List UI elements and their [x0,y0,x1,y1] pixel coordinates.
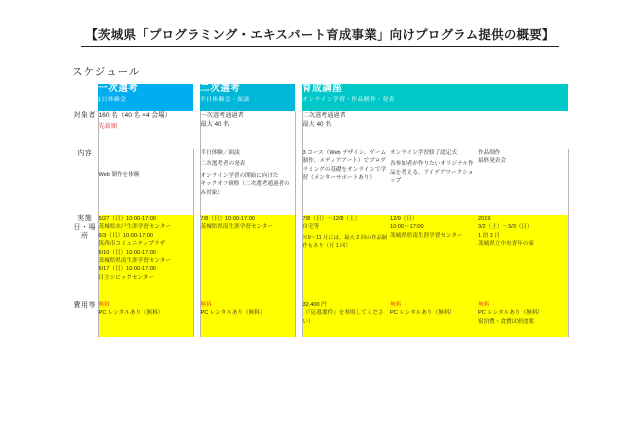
content-cell-3 [302,149,390,215]
content-text-2b: 二次選考者の発表 [200,161,246,168]
schedule-text-4c: 茨城県県南生涯学習センター [390,232,463,239]
fee-text-3: （『応募要件』を参照してください） [302,310,384,325]
fee-text-5b: 宿泊費・食費は別途要 [478,318,534,325]
phase-header-course [302,84,568,111]
fee-text-5a: PC レンタルあり（無料） [478,310,543,317]
content-text-4a: オンライン学習修了認定式 [390,150,457,156]
phase-title-secondary: 二次選考 [200,83,241,94]
schedule-text-4a: 12/9（日） [390,216,418,222]
content-text-5b: 最終発表会 [478,158,506,165]
fee-head-5: 無料 [478,302,490,308]
row-label-target: 対象者 [73,112,96,119]
table-header-row [72,84,568,111]
content-text-5a: 作品制作 [478,150,501,156]
phase-title-primary: 一次選考 [98,83,139,94]
phase-header-secondary [200,84,295,111]
schedule-text-2b: 茨城県県南生涯学習センター [200,224,273,231]
schedule-cell-4 [390,215,478,301]
fee-cell-1 [98,301,193,337]
gap-cell [193,111,200,149]
content-cell-5 [478,149,568,215]
content-cell-1 [98,149,193,215]
schedule-text-1g: 6/17（日）10:00-17:00 [98,266,157,273]
target-text-3b: 最大 40 名 [302,121,332,129]
fee-head-2: 無料 [200,302,212,308]
fee-cell-2 [200,301,295,337]
schedule-cell-2 [200,215,295,301]
content-cell-2 [200,149,295,215]
schedule-cell-1 [98,215,193,301]
schedule-text-1h: 日立シビックセンター [98,274,154,281]
phase-header-primary [98,84,193,111]
target-cell-3 [302,111,568,149]
target-cell-1 [98,111,193,149]
schedule-text-3c: ※9〜11 月には、最大 2 回の作品制作もあり（月 1 回） [302,234,388,249]
gap-cell [295,149,302,215]
header-gap-2 [295,84,302,111]
gap-cell [193,149,200,215]
schedule-text-1e: 6/10（日）10:00-17:00 [98,249,157,256]
row-label-schedule: 実施日・場所 [73,215,96,240]
content-text-2e: み対象） [200,189,223,196]
content-text-2c: オンライン学習の開始に向けた [200,172,279,179]
row-label-fee: 費用等 [73,302,96,309]
schedule-text-3a: 7/8（日）〜12/8（土） [302,216,361,222]
schedule-text-1b: 茨城県水戸生涯学習センター [98,224,171,231]
gap-cell [295,301,302,337]
fee-cell-3 [302,301,390,337]
section-label: スケジュール [72,66,141,78]
gap-cell [193,215,200,301]
table-row-target [72,111,568,149]
schedule-text-1c: 6/3（日）10:00-17:00 [98,232,153,239]
schedule-table [72,84,569,337]
content-text-4b: 各参加者が作りたいオリジナル作品を考える、アイデアワークショップ [390,161,474,185]
header-corner [72,84,98,111]
schedule-text-5c: 1 泊 2 日 [478,232,501,239]
schedule-text-5a: 2019 [478,216,491,222]
target-cell-2 [200,111,295,149]
schedule-text-1d: 筑西市コミュニティプラザ [98,241,166,248]
table-row-fee [72,301,568,337]
content-text-2d: キックオフ研修（二次選考通過者の [200,181,290,188]
schedule-text-1f: 茨城県県南生涯学習センター [98,257,171,264]
fee-head-4: 無料 [390,302,402,308]
phase-subtitle-primary: 1日体験会 [98,96,127,103]
fee-text-1: PC レンタルあり（無料） [98,310,164,317]
title-container [0,26,640,47]
target-text-3a: 二次選考通過者 [302,112,346,119]
gap-cell [193,301,200,337]
table-row-content [72,149,568,215]
schedule-text-2a: 7/8（日）10:00-17:00 [200,216,255,222]
page-title: 【茨城県「プログラミング・エキスパート育成事業」向けプログラム提供の概要】 [81,28,558,47]
phase-title-course: 育成講座 [302,83,343,94]
schedule-text-4b: 10:00〜17:00 [390,224,424,231]
target-count-1: 160 名（40 名 ×4 会場） [98,112,172,119]
table-row-schedule [72,215,568,301]
fee-text-2: PC レンタルあり（無料） [200,310,266,317]
row-label-content: 内容 [77,150,93,157]
phase-subtitle-course: オンライン学習・作品制作・発表 [302,96,395,103]
content-cell-4 [390,149,478,215]
fee-head-3: 32,400 円 [302,302,327,308]
schedule-cell-5 [478,215,568,301]
fee-head-1: 無料 [98,302,110,308]
target-text-2a: 一次選考通過者 [200,112,244,119]
content-text-3: 3 コース（Web デザイン、ゲーム制作、メディアアート）でプログラミングの基礎をオンラインで学習（メンターサポートあり） [302,150,387,182]
schedule-text-1a: 5/27（日）10:00-17:00 [98,216,157,222]
gap-cell [295,215,302,301]
schedule-cell-3 [302,215,390,301]
gap-cell [295,111,302,149]
schedule-text-5d: 茨城県立中央青年の家 [478,241,534,248]
fee-cell-5 [478,301,568,337]
header-gap-1 [193,84,200,111]
content-text-2a: 半日体験／面談 [200,150,240,156]
content-text-1: Web 制作を体験 [98,172,140,178]
target-text-2b: 最大 40 名 [200,121,230,129]
phase-subtitle-secondary: 半日体験会・面談 [200,96,250,103]
target-note-1: 先着順 [98,122,118,130]
fee-cell-4 [390,301,478,337]
schedule-text-5b: 3/2（土）〜3/3（日） [478,224,533,231]
fee-text-4: PC レンタルあり（無料） [390,310,455,317]
schedule-text-3b: 自宅等 [302,224,320,231]
